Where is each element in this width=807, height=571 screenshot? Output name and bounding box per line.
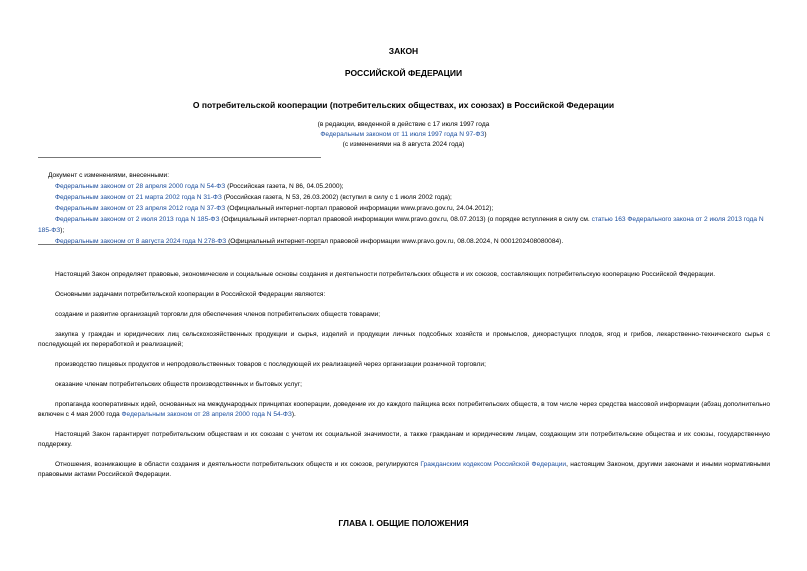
edition-line-3: (с изменениями на 8 августа 2024 года) — [342, 141, 465, 148]
change-item: Федеральным законом от 2 июля 2013 года N 185-ФЗ (Официальный интернет-портал правовой информации www.pravo.gov.ru, 08.07.2013) (о порядке вступления в силу см. статью 163 Федерального закона от 2 июля 2013 года N 185-ФЗ); — [38, 216, 764, 234]
change-item: Федеральным законом от 8 августа 2024 года N 278-ФЗ (Официальный интернет-портал правовой информации www.pravo.gov.ru, 08.08.2024, N 0001202408080084). — [55, 238, 564, 245]
change-link-3[interactable]: Федеральным законом от 23 апреля 2012 года N 37-ФЗ — [55, 205, 226, 212]
change-link-4-article[interactable]: статью 163 Федерального закона от 2 июля 2013 года N 185-ФЗ — [38, 216, 764, 234]
change-item: Федеральным законом от 28 апреля 2000 года N 54-ФЗ (Российская газета, N 86, 04.05.2000); — [55, 183, 344, 190]
law-heading: ЗАКОН — [388, 46, 419, 56]
body-paragraph: производство пищевых продуктов и непродовольственных товаров с последующей их реализацией через организации розничной торговли; — [55, 361, 486, 368]
changes-list — [38, 170, 770, 247]
divider-top — [38, 157, 321, 158]
divider-bottom — [38, 244, 321, 245]
changes-heading: Документ с изменениями, внесенными: — [48, 172, 170, 179]
document-body — [38, 270, 770, 480]
body-paragraph: Отношения, возникающие в области создания и деятельности потребительских обществ и их союзов, регулируются Гражданским кодексом Российской Федерации, настоящим Законом, другими законами и иными нормативными правовыми актами Российской Федерации. — [38, 461, 771, 478]
chapter-heading: ГЛАВА I. ОБЩИЕ ПОЛОЖЕНИЯ — [338, 518, 469, 528]
change-link-1[interactable]: Федеральным законом от 28 апреля 2000 года N 54-ФЗ — [55, 183, 226, 190]
amendment-link[interactable]: Федеральным законом от 28 апреля 2000 года N 54-ФЗ — [121, 411, 292, 418]
civil-code-link[interactable]: Гражданским кодексом Российской Федерации — [420, 461, 567, 468]
body-paragraph: закупка у граждан и юридических лиц сельскохозяйственных продукции и сырья, изделий и продукции личных подсобных хозяйств и промыслов, дикорастущих плодов, ягод и грибов, лекарственно-технического сырья с последующей их переработкой и реализацией; — [38, 331, 770, 348]
body-paragraph: Настоящий Закон определяет правовые, экономические и социальные основы создания и деятельности потребительских обществ и их союзов, составляющих потребительскую кооперацию Российской Федерации. — [55, 271, 716, 278]
body-paragraph: пропаганда кооперативных идей, основанных на международных принципах кооперации, доведение их до каждого пайщика всех потребительских обществ, в том числе через средства массовой информации (абзац дополнительно включен с 4 мая 2000 года Федеральным законом от 28 апреля 2000 года N 54-ФЗ). — [38, 401, 770, 418]
change-link-5[interactable]: Федеральным законом от 8 августа 2024 года N 278-ФЗ — [55, 238, 227, 245]
change-link-2[interactable]: Федеральным законом от 21 марта 2002 года N 31-ФЗ — [55, 194, 222, 201]
edition-law-link[interactable]: Федеральным законом от 11 июля 1997 года N 97-ФЗ — [320, 131, 485, 138]
change-item: Федеральным законом от 21 марта 2002 года N 31-ФЗ (Российская газета, N 53, 26.03.2002) (вступил в силу с 1 июля 2002 года); — [55, 194, 452, 201]
body-paragraph: создание и развитие организаций торговли для обеспечения членов потребительских обществ товарами; — [55, 311, 381, 318]
change-link-4[interactable]: Федеральным законом от 2 июля 2013 года N 185-ФЗ — [55, 216, 220, 223]
body-paragraph: Основными задачами потребительской кооперации в Российской Федерации являются: — [55, 291, 326, 298]
change-item: Федеральным законом от 23 апреля 2012 года N 37-ФЗ (Официальный интернет-портал правовой информации www.pravo.gov.ru, 24.04.2012); — [55, 205, 494, 212]
body-paragraph: Настоящий Закон гарантирует потребительским обществам и их союзам с учетом их социальной значимости, а также гражданам и юридическим лицам, создающим эти потребительские общества и их союзы, государственную поддержку. — [38, 431, 770, 448]
edition-note — [0, 120, 807, 150]
document-title: О потребительской кооперации (потребительских обществах, их союзах) в Российской Федерации — [192, 100, 615, 110]
edition-line-1: (в редакции, введенной в действие с 17 июля 1997 года — [317, 121, 490, 128]
body-paragraph: оказание членам потребительских обществ производственных и бытовых услуг; — [55, 381, 302, 388]
edition-line-2: Федеральным законом от 11 июля 1997 года N 97-ФЗ) — [320, 131, 487, 138]
country-heading: РОССИЙСКОЙ ФЕДЕРАЦИИ — [344, 68, 463, 78]
